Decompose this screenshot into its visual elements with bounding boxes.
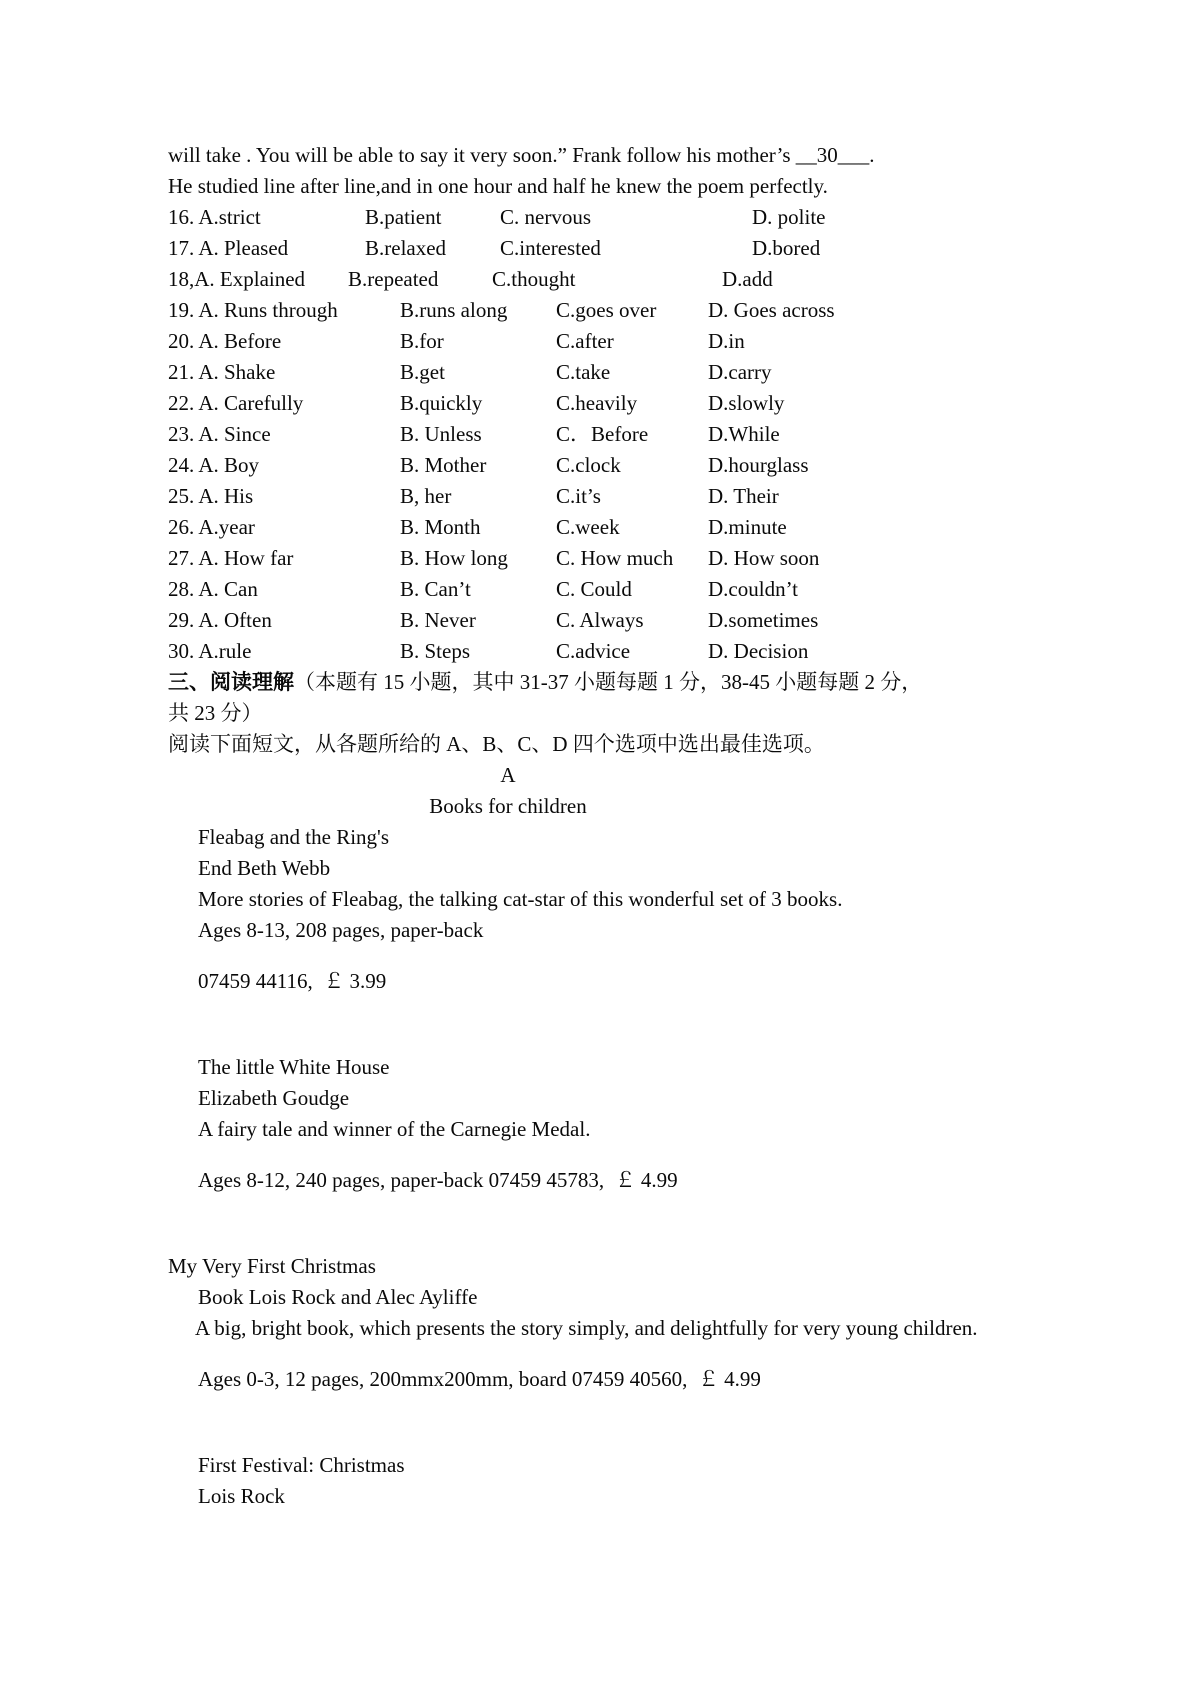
question-option-d: D. Decision — [708, 639, 809, 663]
question-option-c: C.it’s — [556, 484, 601, 508]
question-option-c: C.after — [556, 329, 614, 353]
passage-line-2: He studied line after line,and in one hour and half he knew the poem perfectly. — [168, 174, 828, 198]
book1-author: End Beth Webb — [198, 856, 331, 880]
question-option-d: D.bored — [752, 236, 821, 260]
question-option-d: D.in — [708, 329, 745, 353]
question-option-c: C.thought — [492, 267, 576, 291]
question-option-a: 18,A. Explained — [168, 267, 306, 291]
question-option-a: 27. A. How far — [168, 546, 294, 570]
question-option-c: C.week — [556, 515, 620, 539]
book1-title: Fleabag and the Ring's — [198, 825, 389, 849]
question-option-b: B.runs along — [400, 298, 508, 322]
question-option-c: C.take — [556, 360, 611, 384]
question-option-c: C.goes over — [556, 298, 657, 322]
question-option-c: C. How much — [556, 546, 674, 570]
question-option-b: B. Never — [400, 608, 476, 632]
question-option-d: D. Their — [708, 484, 779, 508]
question-option-b: B. Mother — [400, 453, 487, 477]
passage-line-1: will take . You will be able to say it very soon.” Frank follow his mother’s __30___. — [168, 143, 875, 167]
book2-details-price: Ages 8-12, 240 pages, paper-back 07459 45783, ￡ 4.99 — [198, 1168, 678, 1192]
question-option-d: D.carry — [708, 360, 772, 384]
question-row-16 — [168, 202, 1040, 233]
book1-details: Ages 8-13, 208 pages, paper-back — [198, 918, 484, 942]
question-option-b: B.relaxed — [365, 236, 447, 260]
question-row-26 — [168, 512, 1040, 543]
book3-author: Book Lois Rock and Alec Ayliffe — [198, 1285, 478, 1309]
question-option-d: D.add — [722, 267, 773, 291]
question-option-a: 25. A. His — [168, 484, 254, 508]
question-row-22 — [168, 388, 1040, 419]
spacer — [168, 1395, 1040, 1450]
question-row-23 — [168, 419, 1040, 450]
book2-description: A fairy tale and winner of the Carnegie Medal. — [198, 1117, 591, 1141]
question-option-b: B, her — [400, 484, 452, 508]
spacer — [168, 946, 1040, 966]
question-option-c: C.advice — [556, 639, 631, 663]
question-option-d: D.hourglass — [708, 453, 809, 477]
section-heading-line2: 共 23 分） — [168, 701, 263, 725]
question-row-20 — [168, 326, 1040, 357]
question-option-b: B. Unless — [400, 422, 482, 446]
book3-description: A big, bright book, which presents the story simply, and delightfully for very young children. — [195, 1316, 978, 1340]
question-row-18 — [168, 264, 1040, 295]
question-option-b: B.for — [400, 329, 444, 353]
question-option-b: B.get — [400, 360, 445, 384]
question-option-a: 26. A.year — [168, 515, 255, 539]
question-option-b: B. Can’t — [400, 577, 471, 601]
question-row-29 — [168, 605, 1040, 636]
question-row-28 — [168, 574, 1040, 605]
cloze-options-list — [168, 202, 1040, 667]
reading-passage-header — [168, 760, 848, 822]
question-option-d: D.slowly — [708, 391, 785, 415]
book3-details-price: Ages 0-3, 12 pages, 200mmx200mm, board 07459 40560, ￡ 4.99 — [198, 1367, 761, 1391]
question-option-b: B. Steps — [400, 639, 471, 663]
question-option-d: D. Goes across — [708, 298, 835, 322]
book2-author: Elizabeth Goudge — [198, 1086, 350, 1110]
spacer — [168, 1196, 1040, 1251]
question-option-d: D.minute — [708, 515, 787, 539]
question-option-d: D. How soon — [708, 546, 820, 570]
question-option-b: B.repeated — [348, 267, 439, 291]
question-row-19 — [168, 295, 1040, 326]
book2-title: The little White House — [198, 1055, 390, 1079]
question-option-c: C.heavily — [556, 391, 638, 415]
question-option-b: B. How long — [400, 546, 508, 570]
question-option-a: 21. A. Shake — [168, 360, 276, 384]
question-option-a: 16. A.strict — [168, 205, 261, 229]
book1-order-price: 07459 44116, ￡ 3.99 — [198, 969, 387, 993]
question-option-a: 19. A. Runs through — [168, 298, 338, 322]
question-option-c: C．Before — [556, 422, 649, 446]
passage-title: Books for children — [429, 794, 587, 818]
question-row-17 — [168, 233, 1040, 264]
spacer — [168, 1344, 1040, 1364]
section-heading-detail: （本题有 15 小题，其中 31-37 小题每题 1 分，38-45 小题每题 2 分， — [294, 670, 923, 694]
section-heading — [168, 667, 1040, 698]
book4-title: First Festival: Christmas — [198, 1453, 405, 1477]
book3-title: My Very First Christmas — [168, 1254, 376, 1278]
passage-label: A — [500, 763, 516, 787]
question-row-25 — [168, 481, 1040, 512]
spacer — [168, 997, 1040, 1052]
section-instruction: 阅读下面短文，从各题所给的 A、B、C、D 四个选项中选出最佳选项。 — [168, 732, 825, 756]
question-option-a: 17. A. Pleased — [168, 236, 289, 260]
question-row-27 — [168, 543, 1040, 574]
question-option-c: C. Always — [556, 608, 644, 632]
question-option-a: 20. A. Before — [168, 329, 282, 353]
spacer — [168, 1145, 1040, 1165]
question-option-d: D. polite — [752, 205, 826, 229]
question-option-a: 30. A.rule — [168, 639, 252, 663]
question-option-c: C.interested — [500, 236, 601, 260]
question-row-30 — [168, 636, 1040, 667]
question-option-d: D.While — [708, 422, 780, 446]
question-option-a: 29. A. Often — [168, 608, 272, 632]
question-option-b: B.patient — [365, 205, 442, 229]
question-option-a: 24. A. Boy — [168, 453, 260, 477]
question-option-c: C.clock — [556, 453, 621, 477]
question-option-c: C. Could — [556, 577, 632, 601]
question-option-a: 23. A. Since — [168, 422, 271, 446]
question-option-b: B.quickly — [400, 391, 483, 415]
question-row-21 — [168, 357, 1040, 388]
question-option-a: 22. A. Carefully — [168, 391, 304, 415]
question-row-24 — [168, 450, 1040, 481]
question-option-d: D.couldn’t — [708, 577, 799, 601]
document-content — [168, 140, 1040, 1512]
book1-description: More stories of Fleabag, the talking cat-star of this wonderful set of 3 books. — [198, 887, 843, 911]
section-heading-title: 三、阅读理解 — [168, 670, 294, 694]
question-option-d: D.sometimes — [708, 608, 819, 632]
question-option-a: 28. A. Can — [168, 577, 258, 601]
question-option-b: B. Month — [400, 515, 481, 539]
book4-author: Lois Rock — [198, 1484, 285, 1508]
question-option-c: C. nervous — [500, 205, 591, 229]
